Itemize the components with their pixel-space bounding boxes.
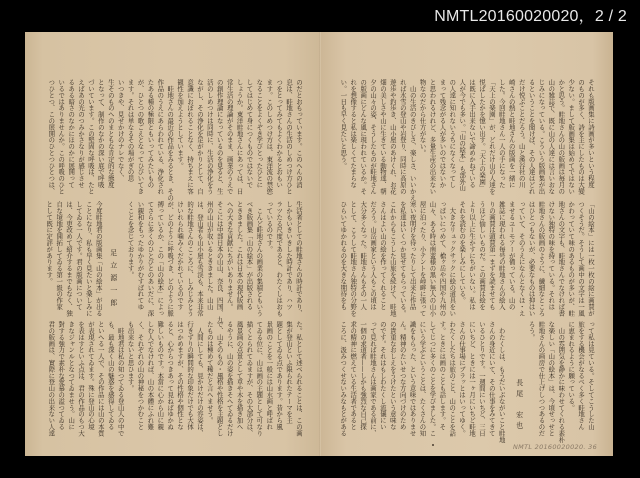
text-column: は、今更改めて紹介するまでもなく、独: [65, 201, 74, 317]
text-column: 大分多くなった。畦地さんもその一人: [359, 201, 368, 310]
right-page-text-block-2: [337, 201, 595, 319]
text-column: 山の生活のきびしさ、楽しさ、いいかえ: [408, 79, 417, 201]
text-column: わたくしたちは旅のこと、山のことを話: [448, 321, 457, 437]
text-column: たある種の極限ともいってみたいもの: [146, 79, 155, 188]
text-column: けない独特の味を持っている。それは: [547, 201, 556, 310]
text-columns-before-author: [125, 201, 303, 323]
text-column: 常生活の理論がそのまま、画業のうえで: [225, 79, 234, 195]
text-column: れを想像すると私は楽しくてたまらな: [349, 79, 358, 188]
text-columns: [337, 79, 595, 201]
author-name: 長尾 宏也: [515, 379, 524, 432]
text-column: 識をもらった、という意味ではありませ: [408, 321, 417, 437]
text-column: いるひとりです。一週間にいちど、三日: [477, 321, 486, 437]
text-column: 少ない。まして版画集は始めてではない: [567, 79, 576, 195]
text-column: 雑誌に現われる毎号の畦地さんの絵入: [497, 201, 506, 310]
text-column: そこには中部日本の山山、奈良、四国、九: [215, 201, 224, 323]
text-column: べき版画集「山の絵本」が出版される: [245, 201, 254, 310]
text-column: に恵まれるように願っている。: [567, 321, 576, 411]
text-column: ラツたる尺度であると、わたくしはおも: [275, 201, 284, 317]
text-column: 畑の美しさや山に生きている動物達、朝: [378, 79, 387, 195]
text-column: いるではありませんか。この呼吸のひと: [57, 79, 66, 195]
page-fold: [319, 32, 321, 456]
text-column: で、山そのもの・風格や性格を主題とし: [215, 321, 224, 437]
text-column: ると、心からつきあって見ねばゆかぬ: [166, 321, 175, 430]
text-column: それも版画集に詩画が多いという程度: [587, 79, 595, 188]
text-column: 君の版画は、實際に登山の出来ない人達: [47, 321, 56, 437]
text-column: 難しいものです。本當に心から山に親: [156, 321, 165, 430]
text-column: 物なのだから仕方がない。: [418, 79, 427, 156]
text-column: の貴重なおしえをうけたという意味な: [388, 321, 397, 430]
text-column: って私は見ている。そしてこうした山: [587, 321, 595, 430]
text-column: づいています。この堅固な呼吸は、たと: [86, 79, 95, 195]
text-column: 山の雰囲気を静かに味わせてくれる素朴: [557, 321, 566, 443]
text-column: も、最も深く山の魅惑を感得してゐる: [106, 321, 115, 430]
text-column: 旅をする機会がなるべく多く畦地さん: [577, 321, 586, 430]
text-column: えばあの光のつみかさなりが感じさせ: [77, 79, 86, 188]
text-column: の創作理論になっているのを見ると、生: [215, 79, 224, 195]
text-column: 活のしめつけは同時に、生活の浄化をう: [205, 79, 214, 195]
text-column: してはじめて身につくものではないで: [245, 79, 254, 188]
text-column: を表はすといふ点は、君の作品のもつ大: [77, 321, 86, 437]
text-column: ひらいてゆかれるのを大きな期待をも: [339, 201, 348, 310]
text-column: 行きずりの瞬間的な印象だけでも大体: [186, 321, 195, 430]
text-column: ん。精神のたいせつな方向づけのため: [398, 321, 407, 430]
text-column: しょうか。東洋畦地さんにあっては、日: [235, 79, 244, 195]
text-column: 遊歩や釣歩き、山小屋のあけくれ、お花: [388, 79, 397, 195]
text-columns: [45, 79, 303, 201]
text-column: ませるユーモアーが備っている。山の: [507, 201, 516, 310]
text-column: 作品のうえにあらわれている、浄化され: [156, 79, 165, 195]
text-column: てさらに多くのひとびとのあいだに、深: [146, 201, 155, 317]
text-column: まって残念がる人が多いのではないか: [438, 79, 447, 188]
text-column: ろう。: [527, 321, 536, 341]
left-page-text-block-2: [43, 201, 303, 323]
text-column: 屋に泊ったり、小テントを峠畔に張って: [418, 201, 427, 317]
text-column: っぱいにつめて、槍ヶ岳や四国や九州の: [438, 201, 447, 317]
text-column: 州の山山が収いるとききました。山山: [205, 201, 214, 310]
text-column: だろう。山岳画家という人もこの頃は: [369, 201, 378, 310]
text-column: にいちど、ときには一ヶ月にいちど畦地: [468, 321, 477, 437]
text-column: となって、制作のなかの深い底で呼吸: [96, 79, 105, 188]
text-column: す。ときには画のことも話します。そ: [438, 321, 447, 430]
text-columns: [45, 321, 303, 439]
text-column: 崎さんの熱と畦地さんの版画を一緒に: [507, 79, 516, 188]
text-column: それを読むのを楽しみにしている。: [458, 201, 467, 304]
text-column: にいう学ぶということは、たくさんの知: [418, 321, 427, 437]
text-column: つひとつ、この展開のひとつひとつは、: [47, 79, 56, 195]
text-column: のです。それはもしわたくし流儀にい: [378, 321, 387, 430]
text-column: 人間にしても、見かけだけの容姿は、: [195, 321, 204, 437]
text-column: はひとつもないが、必要なものは抑はい: [527, 201, 536, 317]
text-column: 對する強力で素朴な愛慕の溢つてゐる: [57, 321, 66, 430]
text-column: 題としてゐる点であります。昔から風: [275, 321, 284, 430]
text-column: 「天上の楽園」が、どれだけ山の人達を: [487, 79, 496, 195]
text-column: るやうに、山の姿を描きそへてゐるだけ: [225, 321, 234, 437]
text-column: 寒い夜明けを待ったりして出来た作品: [408, 201, 417, 310]
text-column: 求の精神に燃えている生活者であると: [349, 321, 358, 430]
right-page-text-block-3: [337, 321, 595, 443]
left-page-text-block-3: [45, 321, 303, 439]
text-column: けいれられ噛みくだかれているのです: [176, 201, 185, 310]
text-columns-after-author: [43, 201, 102, 319]
text-column: だけ悦ぶことだろう。山と溪谷社の川: [517, 79, 526, 188]
text-column: を私達はいくつか見せてもらっている。: [398, 201, 407, 317]
text-column: るある暗さのなかにほのかに展開って: [67, 79, 76, 188]
text-column: の版画にどんな風に現われているか。そ: [359, 79, 368, 195]
text-column: わたくしは、もうだいぶながいこと畦地: [497, 321, 506, 443]
text-column: さんの身近にいて、その仕事をみてきて: [487, 321, 496, 437]
text-column: も出来ないと思ひます。: [126, 321, 135, 392]
text-column: 意識におぼれることなく、持ちまえに客: [186, 79, 195, 195]
author-name: 足立源一郎: [109, 248, 118, 311]
text-column: が表現されてゐます。殊に登山の心境: [86, 321, 95, 430]
text-column: しむ人でなければ、山の本體にふれ難: [146, 321, 155, 430]
text-column: きなジャンルとなつてゐませう。山に: [67, 321, 76, 430]
text-column: してゐる一人です。君の版画について: [74, 201, 83, 310]
text-column: 生活者としての畦地さんの時計であり、: [295, 201, 303, 317]
text-column: した。今回畦地さん一人の手になった: [497, 79, 506, 188]
text-column: 観性を加えようとしています。: [176, 79, 185, 169]
text-column: 「山の絵本」には一枚一枚の絵に画賛が: [587, 201, 595, 317]
text-column: として既に定評があります。: [45, 201, 54, 285]
text-column: さんはよい山の絵を作ってくれること: [378, 201, 387, 310]
text-column: といへる一人で、その作品には山の本質: [96, 321, 105, 437]
text-column: つをとってみてもよくわかるとおもい: [275, 79, 284, 188]
text-column: こんど畦地さんの画業の集積ともいう: [255, 201, 264, 317]
text-columns: [337, 201, 595, 319]
text-column: ます。それは単なるその場がぎの思: [126, 79, 135, 182]
text-column: これからもこうした山旅を続けて、畦地: [388, 201, 397, 317]
text-column: 畦地君は私の知つてゐる登山人の中で: [116, 321, 125, 437]
text-column: い親和をもったゆかりがむすばれてゆ: [136, 201, 145, 310]
text-column: うほど愉しいものだ。この画賛は絵を: [478, 201, 487, 310]
text-column: つくそうだ。そうして画中の文字は一風: [577, 201, 586, 317]
text-column: 自な境地を開拓してゐる第一級の作家: [55, 201, 64, 310]
text-column: りの画賛は頭賛第一まずを読ませても: [487, 201, 496, 310]
text-column: るということを聞けば、その人達はどれ: [527, 79, 536, 195]
text-column: 人が今でも多い。「山の絵本」も部外山: [458, 79, 467, 191]
text-column: かわっていて味のあるものが多いが、畦: [567, 201, 576, 317]
text-column: 畦地さんの画房で仕上げしつつあるのだ: [537, 321, 546, 437]
text-column: れば氷雪の登山や岩登り、同時に高原の: [398, 79, 407, 195]
text-column: への大きな貢献にちがいありません。: [225, 201, 234, 310]
right-page-text-block-1: [337, 79, 595, 201]
text-column: 的な畦地さんのこころに、しみじみとう: [186, 201, 195, 317]
text-column: っているのです。: [265, 201, 274, 253]
text-column: ころに、汲みつくせないみなもとがある: [339, 321, 348, 437]
text-columns-after-author: [337, 321, 506, 443]
text-column: の人達に知れないうちになくなってし: [448, 79, 457, 188]
text-column: 今度畦地君の版画集「山の絵本」が出る: [94, 201, 103, 317]
text-column: じみになっている。こういう版画集が出: [537, 79, 546, 195]
text-column: さんの仕事場にブラッとはいってゆく。: [458, 321, 467, 437]
text-column: より以上に生かすにちがいない。私は: [468, 201, 477, 310]
text-column: な楽しい「山の絵本」は、今頃せっせと: [547, 321, 556, 437]
text-column: っていて、そのうえになんとなくほ・え: [517, 201, 526, 317]
text-column: く、それぞれの山の神秘をつかむこと: [136, 321, 145, 430]
text-column: のものが多く、詩を主にしたものは大變: [577, 79, 586, 195]
text-column: 悦ばしたかを憶い出す。「天上の楽園」: [478, 79, 487, 191]
text-column: として、こうして畦地さん独特の分野を: [349, 201, 358, 317]
text-column: ことになり、私も早く見たいと楽しみに: [84, 201, 93, 317]
paper-speck: [432, 444, 434, 446]
text-column: いつきや、見せかけのナレでなく、: [116, 79, 125, 182]
text-column: って見れば畦地さんは画家である前に、: [368, 321, 377, 437]
archive-page-label: NMTL20160020020，2 / 2: [434, 8, 627, 25]
text-column: 畦地さんの版画のように、繊細なところ: [537, 201, 546, 317]
text-column: 風景画の点景として草や木を描き加へ: [235, 321, 244, 430]
text-columns-before-author: [526, 321, 595, 443]
text-column: 生そのものへのまともな肯定的な態度: [106, 79, 115, 188]
text-column: のだとおもっています。このへんの消: [295, 79, 303, 188]
text-column: い。一日も早く見たいと思う。: [339, 79, 348, 169]
text-column: 山々、ある時は南蛮様の黒い無人の山小: [428, 201, 437, 317]
text-column: かと思う。畦地さんの山の版画は毎月の: [557, 79, 566, 195]
text-column: はつかめますが、その性格や個性とな: [176, 321, 185, 430]
text-column: は既に入手出来ないで諦めかねている: [468, 79, 477, 188]
text-column: 山の雑誌で、既に山の人達には言いおな: [547, 79, 556, 195]
text-column: ながし、その浄化を足がかりとして、自: [195, 79, 204, 195]
text-column: と思われるけれど、多量生産の出来ない: [428, 79, 437, 195]
text-column: なることをよくぞき学びとったひとに: [255, 79, 264, 188]
text-column: 集が登山といふ限られたテーマを主: [285, 321, 294, 424]
text-column: 描くとられてゐますが、その大部分は、: [245, 321, 254, 437]
text-column: た。私として述べられることは、この画: [295, 321, 303, 437]
text-column: とききました。これは日本の現代版画: [235, 201, 244, 310]
text-column: 一個の求道者——しかも強烈な自己探: [359, 321, 368, 430]
text-column: たものは極めて稀だと言へませう。: [205, 321, 214, 424]
text-column: 搏っているか、この「山の絵本」によっ: [156, 201, 165, 317]
text-column: が、どのように呼吸づき、どのように脈: [166, 201, 175, 317]
text-column: 地さんの文字も、畦地さんでなければ書: [557, 201, 566, 317]
text-column: 息は、畦地さんの生活のしめつけ方ひと: [285, 79, 294, 195]
text-column: 大きなリュックサックに絵の道具をい: [448, 201, 457, 317]
text-column: 夕の山々の姿、そうしたものが畦地さん: [369, 79, 378, 195]
text-column: くことを念じております。: [126, 201, 135, 278]
text-column: 畦地さんの最近の作品をみるとき、その: [166, 79, 175, 201]
text-column: ます。このしめつけ方は、東洋流の禁慾: [265, 79, 274, 195]
text-column: は、登山者も山小屋も雪渓も、本来非常: [195, 201, 204, 317]
text-column: してじつに多くのことを学びました。こ: [428, 321, 437, 437]
text-column: 景画のことを一般には山水画と呼ばれ: [265, 321, 274, 430]
text-column: てゐる位に、山は画の主題として可なり: [255, 321, 264, 437]
left-page-text-block-1: [45, 79, 303, 201]
text-column: しかもいきいきした時計であり、ハツ: [285, 201, 294, 310]
archive-stamp: NMTL 20160020020. 36: [513, 443, 598, 451]
text-column: が、ひとつの歌ごえとなってひびいてき: [136, 79, 145, 195]
